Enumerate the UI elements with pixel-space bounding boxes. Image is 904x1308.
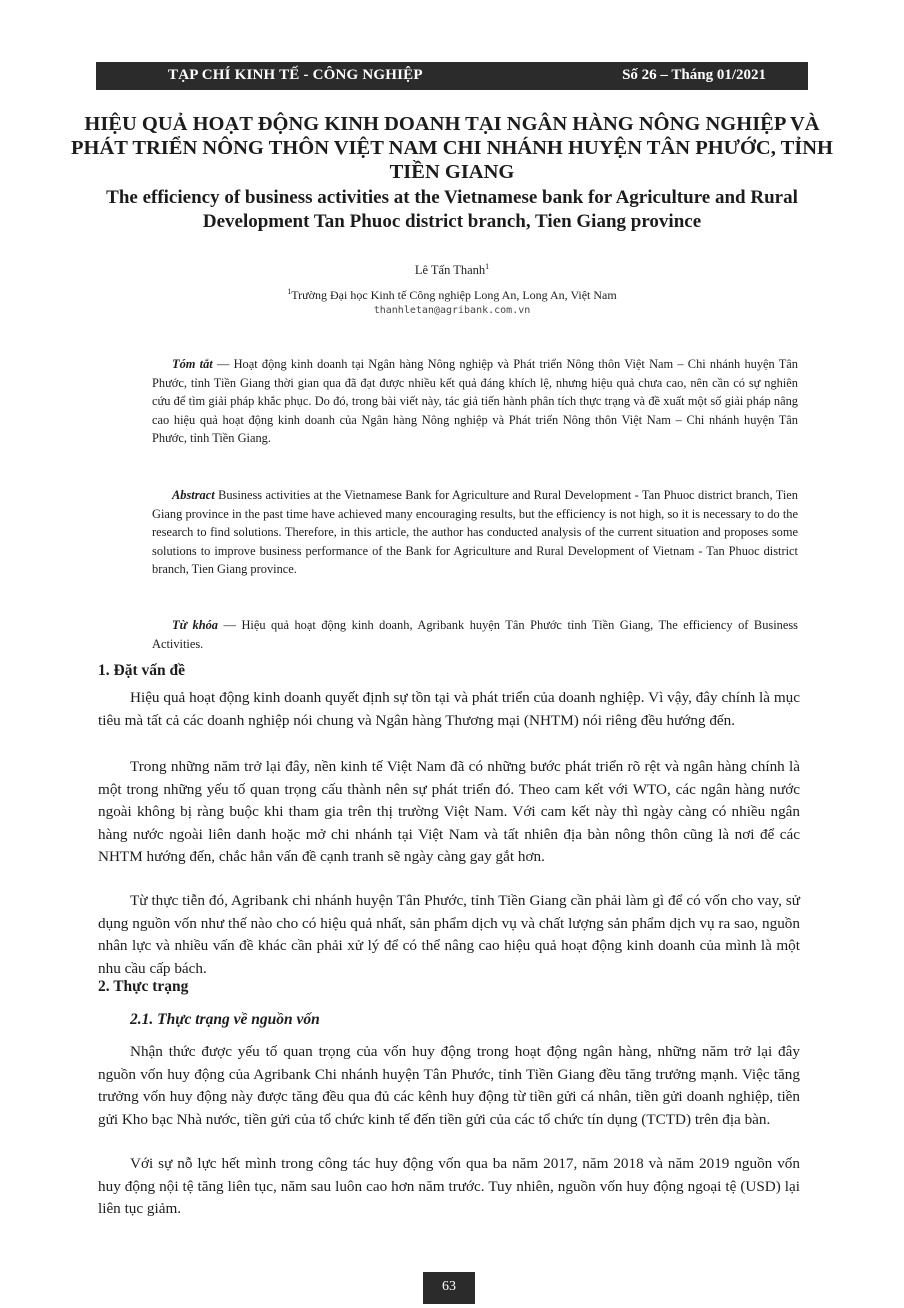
summary-label: Tóm tắt <box>172 357 213 371</box>
summary-vietnamese <box>152 355 798 448</box>
section-1-heading: 1. Đặt vấn đề <box>98 662 185 679</box>
author-affiliation: Trường Đại học Kinh tế Công nghiệp Long An, Long An, Việt Nam <box>291 288 617 302</box>
author-line <box>0 263 904 278</box>
section-1-paragraph: Từ thực tiễn đó, Agribank chi nhánh huyện Tân Phước, tỉnh Tiền Giang cần phải làm gì để có vốn cho vay, sử dụng nguồn vốn như thế nào cho có hiệu quả nhất, sản phẩm dịch vụ và chất lượng sản phẩm dịch vụ ra sao, nguồn nhân lực và nhiều vấn đề khác cần phải xử lý để có thể nâng cao hiệu quả hoạt động kinh doanh của mình là một nhu cầu cấp bách. <box>98 892 800 977</box>
author-name: Lê Tấn Thanh <box>414 263 486 277</box>
affiliation-mark: 1 <box>287 287 292 296</box>
section-2-heading: 2. Thực trạng <box>98 978 189 995</box>
section-2-paragraph: Nhận thức được yếu tố quan trọng của vốn huy động trong hoạt động ngân hàng, những năm trở lại đây nguồn vốn huy động của Agribank Chi nhánh huyện Tân Phước, tỉnh Tiền Giang đều tăng trưởng mạnh. Việc tăng trưởng vốn huy động này được tăng đều qua đủ các kênh huy động từ tiền gửi cá nhân, tiền gửi doanh nghiệp, tiền gửi Kho bạc Nhà nước, tiền gửi của tổ chức kinh tế đến tiền gửi của các tổ chức tín dụng (TCTD) trên địa bàn. <box>98 1043 800 1128</box>
issue-number: Số 26 – Tháng 01/2021 <box>622 67 766 83</box>
summary-text: — Hoạt động kinh doanh tại Ngân hàng Nông nghiệp và Phát triển Nông thôn Việt Nam – Chi nhánh huyện Tân Phước, tỉnh Tiền Giang thời gian qua đã đạt được nhiều kết quả đáng khích lệ, nhưng hiệu quả chưa cao, nên cần có sự nghiên cứu để tìm giải pháp khắc phục. Do đó, trong bài viết này, tác giả tiến hành phân tích thực trạng và đề xuất một số giải pháp nâng cao hiệu quả hoạt động kinh doanh của Ngân hàng Nông nghiệp và Phát triển Nông thôn Việt Nam – Chi nhánh huyện Tân Phước, tỉnh Tiền Giang. <box>152 357 798 445</box>
section-2-1-heading: 2.1. Thực trạng về nguồn vốn <box>130 1011 320 1028</box>
author-mark: 1 <box>485 261 490 271</box>
article-title-english: The efficiency of business activities at the Vietnamese bank for Agriculture and Rural Development Tan Phuoc district branch, Tien Giang province <box>106 187 798 232</box>
section-1-paragraph: Trong những năm trở lại đây, nền kinh tế Việt Nam đã có những bước phát triển rõ rệt và ngân hàng chính là một trong những yếu tố quan trọng cấu thành nên sự phát triển đó. Theo cam kết với WTO, các ngân hàng nước ngoài không bị ràng buộc khi tham gia trên thị trường Việt Nam. Với cam kết này thì ngày càng có nhiều ngân hàng nước ngoài liên danh hoặc mở chi nhánh tại Việt Nam và tất nhiên địa bàn nông thôn cũng là nơi để các NHTM hướng đến, chắc hẳn vấn đề cạnh tranh sẽ ngày càng gay gắt hơn. <box>98 758 800 865</box>
journal-name: TẠP CHÍ KINH TẾ - CÔNG NGHIỆP <box>168 67 423 83</box>
section-2-paragraph: Với sự nỗ lực hết mình trong công tác huy động vốn qua ba năm 2017, năm 2018 và năm 2019 nguồn vốn huy động nội tệ tăng liên tục, năm sau luôn cao hơn năm trước. Tuy nhiên, nguồn vốn huy động ngoại tệ (USD) lại liên tục giảm. <box>98 1155 800 1217</box>
keywords-text: — Hiệu quả hoạt động kinh doanh, Agribank huyện Tân Phước tỉnh Tiền Giang, The efficiency of Business Activities. <box>152 618 798 651</box>
author-email: thanhletan@agribank.com.vn <box>373 305 531 316</box>
abstract-english <box>152 486 798 579</box>
section-1-paragraph: Hiệu quả hoạt động kinh doanh quyết định sự tồn tại và phát triển của doanh nghiệp. Vì vậy, đây chính là mục tiêu mà tất cả các doanh nghiệp nói chung và Ngân hàng Thương mại (NHTM) nói riêng đều hướng đến. <box>98 689 800 729</box>
page-number: 63 <box>423 1272 475 1304</box>
journal-header-bar <box>96 62 808 90</box>
abstract-text: Business activities at the Vietnamese Bank for Agriculture and Rural Development - Tan Phuoc district branch, Tien Giang province in the past time have achieved many encouraging results, but the efficiency is not high, so it is necessary to do the research to find solutions. Therefore, in this article, the author has conducted analysis of the current situation and proposes some solutions to improve business performance of the Bank for Agriculture and Rural Development of Vietnam - Tan Phuoc district branch, Tien Giang province. <box>152 488 798 576</box>
abstract-label: Abstract <box>172 488 215 502</box>
article-title-vietnamese: HIỆU QUẢ HOẠT ĐỘNG KINH DOANH TẠI NGÂN HÀNG NÔNG NGHIỆP VÀ PHÁT TRIỂN NÔNG THÔN VIỆT NAM CHI NHÁNH HUYỆN TÂN PHƯỚC, TỈNH TIỀN GIANG <box>70 113 834 183</box>
keywords <box>152 616 798 653</box>
author-affiliation-line <box>0 288 904 303</box>
keywords-label: Từ khóa <box>172 618 218 632</box>
